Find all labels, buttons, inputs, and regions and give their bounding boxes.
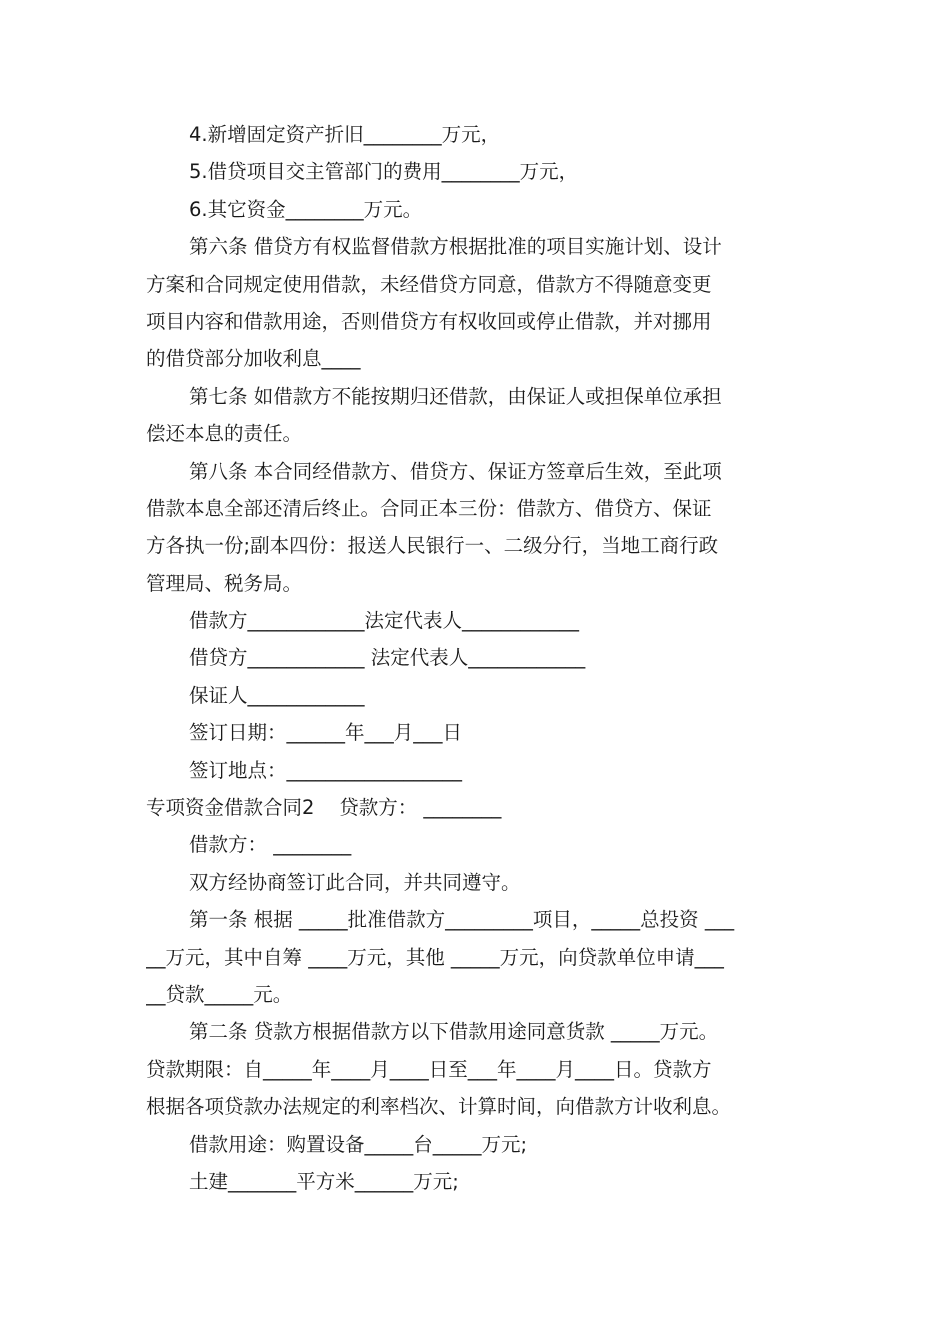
text-line: 偿还本息的责任。	[146, 422, 303, 446]
text-line: __贷款_____元。	[146, 982, 293, 1006]
text-line: 借款本息全部还清后终止。合同正本三份：借款方、借贷方、保证	[146, 496, 712, 520]
text-line: 第六条 借贷方有权监督借款方根据批准的项目实施计划、设计	[189, 235, 722, 259]
text-line: 方各执一份;副本四份：报送人民银行一、二级分行，当地工商行政	[146, 534, 719, 558]
text-line: 借款用途：购置设备_____台_____万元;	[189, 1132, 528, 1156]
text-line: 第二条 贷款方根据借款方以下借款用途同意货款 _____万元。	[189, 1020, 719, 1044]
text-line: 双方经协商签订此合同，并共同遵守。	[189, 870, 521, 894]
text-line: 6.其它资金________万元。	[189, 197, 423, 221]
text-line: __万元，其中自筹 ____万元，其他 _____万元，向贷款单位申请___	[146, 945, 724, 969]
signing-place-line: 签订地点：__________________	[189, 758, 463, 782]
document-body	[146, 116, 810, 1200]
signature-line-guarantor: 保证人____________	[189, 683, 365, 707]
text-line: 方案和合同规定使用借款，未经借贷方同意，借款方不得随意变更	[146, 272, 712, 296]
signature-line-lender: 借贷方____________ 法定代表人____________	[189, 646, 586, 670]
text-line: 项目内容和借款用途，否则借贷方有权收回或停止借款，并对挪用	[146, 309, 712, 333]
text-line: 4.新增固定资产折旧________万元，	[189, 123, 501, 146]
text-line: 第八条 本合同经借款方、借贷方、保证方签章后生效，至此项	[189, 459, 722, 483]
text-line: 贷款期限：自_____年____月____日至___年____月____日。贷款方	[146, 1057, 712, 1081]
text-line: 第一条 根据 _____批准借款方_________项目，_____总投资 ___	[189, 908, 735, 932]
signing-date-line: 签订日期：______年___月___日	[189, 721, 463, 745]
text-line: 第七条 如借款方不能按期归还借款，由保证人或担保单位承担	[189, 384, 722, 408]
text-line: 的借贷部分加收利息____	[146, 347, 361, 371]
signature-line-borrower: 借款方____________法定代表人____________	[189, 609, 580, 633]
section-title: 专项资金借款合同2 贷款方： ________	[146, 796, 502, 820]
text-line: 根据各项贷款办法规定的利率档次、计算时间，向借款方计收利息。	[146, 1095, 732, 1119]
text-line: 5.借贷项目交主管部门的费用________万元，	[189, 160, 579, 184]
text-line: 土建_______平方米______万元;	[189, 1169, 459, 1193]
text-line: 管理局、税务局。	[146, 571, 303, 595]
text-line: 借款方： ________	[189, 833, 352, 857]
